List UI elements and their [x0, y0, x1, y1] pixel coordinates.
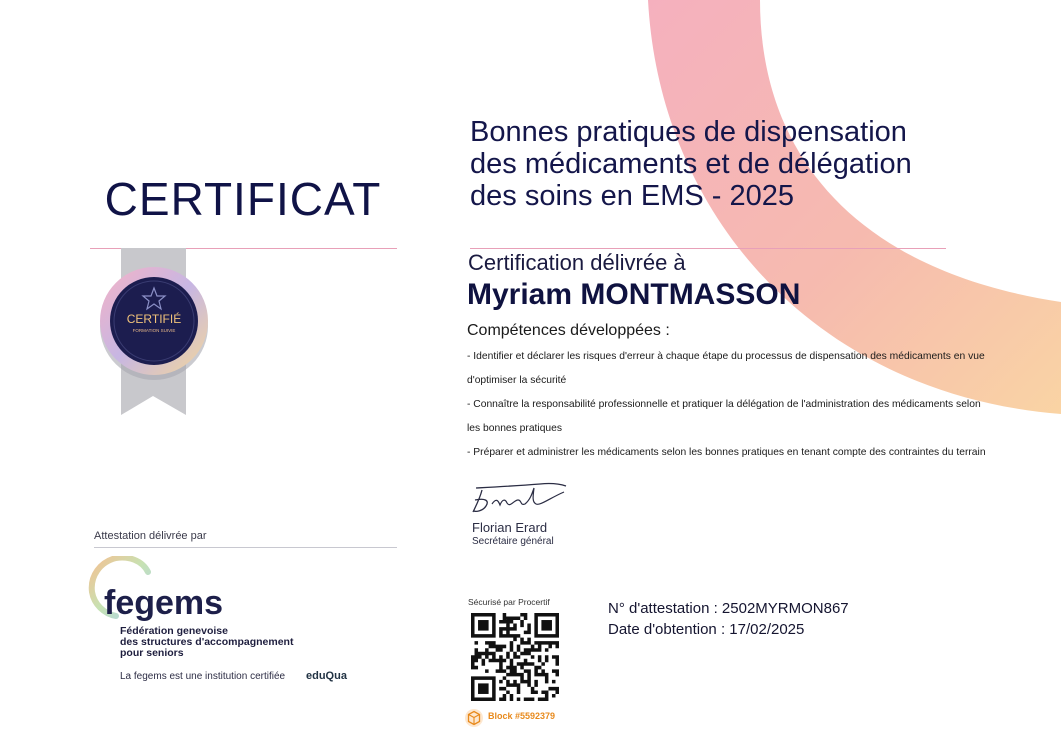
delivered-to-label: Certification délivrée à	[468, 250, 686, 275]
skill-item: - Identifier et déclarer les risques d'erreur à chaque étape du processus de dispensation des médicaments en vue d'optimiser la sécurité	[467, 351, 985, 386]
block-number: Block #5592379	[488, 711, 556, 721]
issuer-full-name	[120, 626, 293, 659]
skills-list	[467, 345, 992, 465]
skills-title: Compétences développées :	[467, 322, 670, 339]
recipient-name: Myriam MONTMASSON	[467, 278, 801, 311]
eduqua-logo: eduQua	[306, 670, 347, 682]
certificate-heading: CERTIFICAT	[104, 173, 382, 225]
attestation-number: N° d'attestation : 2502MYRMON867	[608, 600, 849, 617]
course-divider	[470, 248, 946, 249]
issuer-name-line: pour seniors	[120, 647, 184, 659]
issuer-divider	[94, 547, 397, 548]
issuer-name-line: Fédération genevoise	[120, 625, 228, 637]
fegems-logo-text: fegems	[104, 584, 224, 622]
signatory-role: Secrétaire général	[472, 536, 554, 547]
skill-item: - Préparer et administrer les médicaments selon les bonnes pratiques en tenant compte des contraintes du terrain	[467, 447, 986, 458]
date-obtained: Date d'obtention : 17/02/2025	[608, 621, 805, 638]
issuer-name-line: des structures d'accompagnement	[120, 636, 294, 648]
secured-by-label: Sécurisé par Procertif	[468, 597, 550, 607]
badge-subtitle: FORMATION SUIVIE	[132, 328, 176, 333]
issuer-certified-text: La fegems est une institution certifiée	[120, 671, 286, 682]
certified-badge	[96, 248, 212, 418]
qr-code[interactable]	[471, 613, 559, 701]
badge-title: CERTIFIÉ	[126, 312, 182, 326]
skill-item: - Connaître la responsabilité professionnelle et pratiquer la délégation de l'administration des médicaments selon les bonnes pratiques	[467, 399, 981, 434]
signatory-name: Florian Erard	[472, 520, 548, 535]
blockchain-icon	[464, 708, 484, 728]
qr-finder-pattern	[473, 678, 494, 699]
qr-finder-pattern	[473, 615, 494, 636]
fegems-logo	[88, 556, 238, 626]
qr-finder-pattern	[536, 615, 557, 636]
signature	[470, 478, 570, 516]
course-title: Bonnes pratiques de dispensation des médicaments et de délégation des soins en EMS - 2025	[470, 116, 912, 212]
attestation-by-label: Attestation délivrée par	[94, 530, 207, 542]
